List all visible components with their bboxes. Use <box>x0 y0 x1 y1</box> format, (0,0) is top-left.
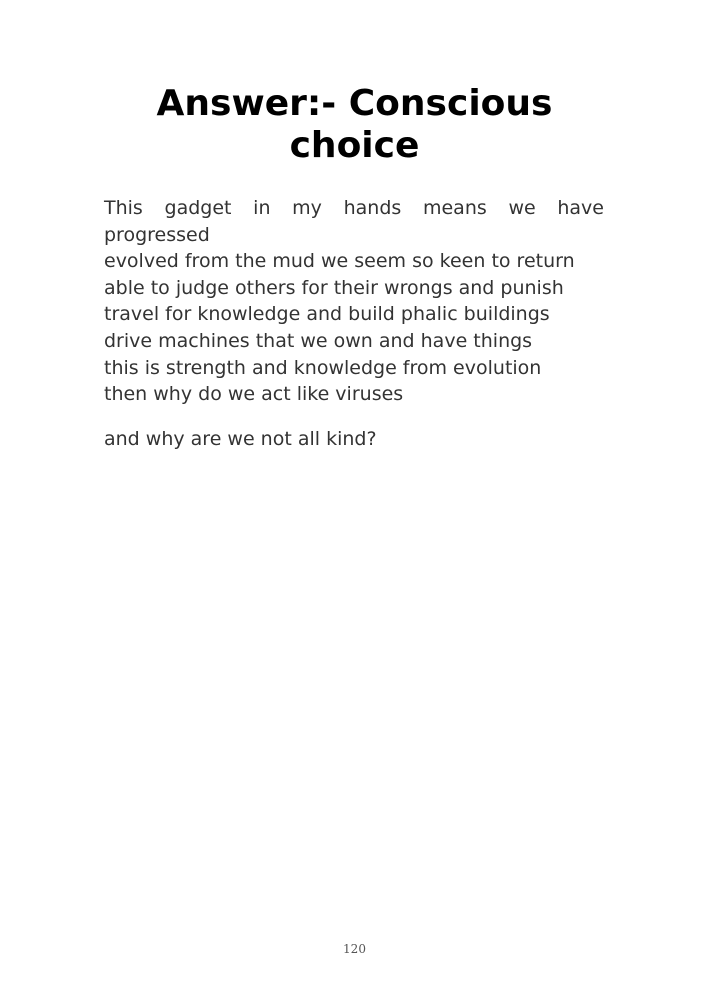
poem-line: then why do we act like viruses <box>104 383 404 406</box>
stanza-break <box>104 408 604 426</box>
poem-line: and why are we not all kind? <box>104 427 377 450</box>
poem-line: travel for knowledge and build phalic buildings <box>104 303 550 326</box>
poem-line: This gadget in my hands means we have <box>104 197 604 219</box>
page-title: Answer:- Conscious choice <box>156 83 553 166</box>
page-number: 120 <box>343 942 366 956</box>
poem-body <box>104 195 604 452</box>
poem-line: progressed <box>104 223 210 246</box>
poem-line: drive machines that we own and have things <box>104 329 533 352</box>
poem-line: able to judge others for their wrongs and punish <box>104 276 564 299</box>
poem-line: this is strength and knowledge from evolution <box>104 356 542 379</box>
poem-line: evolved from the mud we seem so keen to return <box>104 250 575 273</box>
